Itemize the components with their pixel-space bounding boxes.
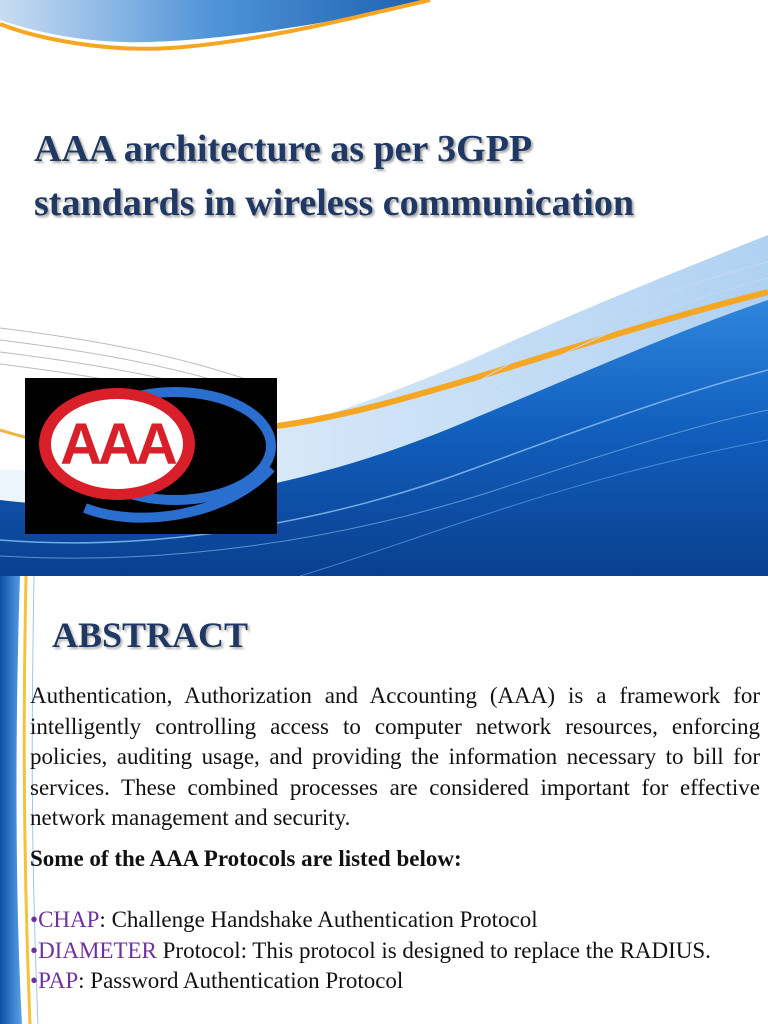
protocol-description: Challenge Handshake Authentication Protocol — [105, 907, 538, 932]
abstract-slide — [0, 576, 768, 1024]
list-item — [30, 905, 730, 936]
slide-title-line-1: AAA architecture as per 3GPP — [34, 128, 533, 170]
svg-text:AAA: AAA — [60, 412, 174, 477]
protocol-separator: : — [99, 907, 106, 932]
protocol-list — [30, 905, 730, 997]
slide-title-line-2: standards in wireless communication — [34, 182, 634, 224]
protocol-separator: : — [78, 968, 85, 993]
aaa-logo — [25, 378, 277, 534]
protocols-heading: Some of the AAA Protocols are listed below: — [30, 846, 462, 871]
list-item — [30, 966, 730, 997]
slide-title — [34, 122, 754, 230]
abstract-heading: ABSTRACT — [52, 615, 249, 655]
aaa-logo-graphic — [25, 378, 277, 534]
abstract-paragraph: Authentication, Authorization and Accounting (AAA) is a framework for intelligently controlling access to computer network resources, enforcing policies, auditing usage, and providing the information necessary to bill for services. These combined processes are considered important for effective network management and security. — [30, 683, 760, 830]
protocol-name: PAP — [38, 968, 79, 993]
protocol-description: Protocol: This protocol is designed to replace the RADIUS. — [156, 937, 711, 963]
bullet: • — [30, 907, 39, 932]
protocol-name: DIAMETER — [38, 937, 157, 963]
bullet: • — [30, 937, 39, 963]
protocol-description: Password Authentication Protocol — [84, 968, 404, 993]
protocol-name: CHAP — [38, 907, 100, 932]
list-item — [30, 936, 730, 967]
bullet: • — [30, 968, 39, 993]
